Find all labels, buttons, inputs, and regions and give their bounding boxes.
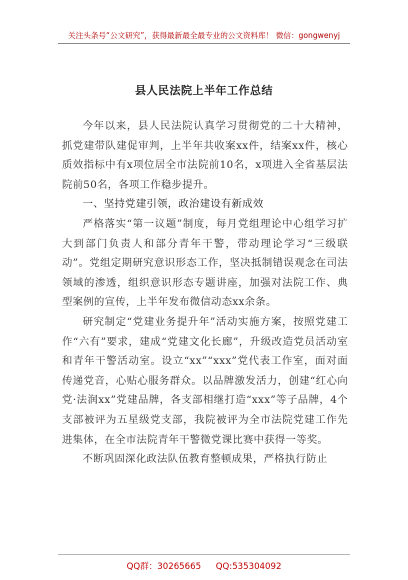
paragraph-team-rectification: 不断巩固深化政法队伍教育整顿成果，严格执行防止 xyxy=(82,453,328,466)
footer-contact xyxy=(0,560,408,572)
paragraph-intro: 今年以来，县人民法院认真学习贯彻党的二十大精神，抓党建带队建促审判，上半年共收案xx件，结案xx件，核心质效指标中有x项位居全市法院前10名，x项进入全省基层法院前50名，各项工作稳步提升。 xyxy=(62,120,348,191)
paragraph-theory-study: 严格落实“第一议题”制度，每月党组理论中心组学习扩大到部门负责人和部分青年干警，带动理论学习“三级联动”。党组定期研究意识形态工作，坚决抵制错误观念在司法领域的渗透，组织意识形态专题讲座，加强对法院工作、典型案例的宣传，上半年发布微信动态xx余条。 xyxy=(62,217,348,309)
footer-qq-group: QQ群：30265665 xyxy=(126,562,202,572)
document-body xyxy=(62,117,348,470)
document-title: 县人民法院上半年工作总结 xyxy=(135,84,273,97)
section-heading-1: 一、坚持党建引领，政治建设有新成效 xyxy=(82,198,264,211)
header-divider xyxy=(58,43,350,44)
paragraph-party-brand: 研究制定“党建业务提升年”活动实施方案，按照党建工作“六有”要求，建成“党建文化长廊”，升级改造党员活动室和青年干警活动室。设立“xx”“xxx”党代表工作室，面对面传递党音，心贴心服务群众。以品牌激发活力，创建“红心向党·法润xx”党建品牌，各支部相继打造“xxx”等子品牌，4个支部被评为五星级党支部，我院被评为全市法院党建工作先进集体，在全市法院青年干警微党课比赛中获得一等奖。 xyxy=(62,315,348,446)
footer-qq-number: QQ:535304092 xyxy=(215,562,282,572)
header-banner: 关注头条号“公文研究”，获得最新最全最专业的公文资料库！ 微信：gongwenyj xyxy=(68,31,340,40)
footer-divider xyxy=(58,554,350,555)
